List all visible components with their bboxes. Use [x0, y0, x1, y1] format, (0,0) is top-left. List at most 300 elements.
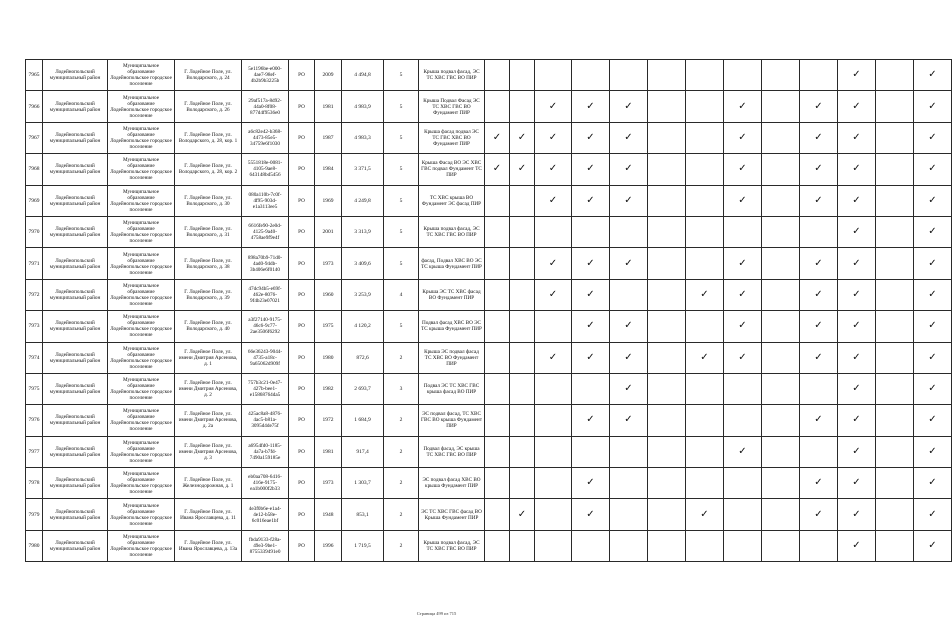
work-check-cell	[724, 91, 762, 122]
work-check-cell	[686, 405, 724, 436]
district-cell: Лодейнопольский муниципальный район	[43, 154, 108, 185]
check-mark-icon: ✓	[738, 288, 747, 300]
work-check-cell	[914, 342, 952, 373]
work-check-cell	[572, 373, 610, 404]
work-check-cell	[762, 530, 800, 561]
work-check-cell	[510, 530, 535, 561]
work-check-cell	[510, 279, 535, 310]
work-check-cell	[648, 311, 686, 342]
work-check-cell	[485, 373, 510, 404]
check-mark-icon: ✓	[852, 226, 861, 238]
work-check-cell	[648, 436, 686, 467]
work-check-cell	[648, 216, 686, 247]
table-row	[26, 468, 952, 499]
check-mark-icon: ✓	[517, 163, 527, 175]
area-cell: 4 249,8	[342, 185, 384, 216]
row-number: 7976	[26, 405, 43, 436]
works-cell: ЭС ТС ХВС ГВС фасад ВО Крыша Фундамент ПИР	[419, 499, 485, 530]
row-number: 7968	[26, 154, 43, 185]
district-cell: Лодейнопольский муниципальный район	[43, 436, 108, 467]
municipality-cell: Муниципальное образование Лодейнопольское городское поселение	[108, 185, 175, 216]
house-code-cell: a3f27140-9175-46c6-9c77-2ae3506f6292	[242, 311, 289, 342]
work-check-cell	[686, 248, 724, 279]
check-mark-icon: ✓	[492, 131, 502, 143]
work-check-cell	[800, 279, 838, 310]
work-check-cell	[724, 530, 762, 561]
work-check-cell	[876, 60, 914, 91]
area-cell: 4 983,9	[342, 91, 384, 122]
work-check-cell	[510, 499, 535, 530]
work-check-cell	[510, 373, 535, 404]
check-mark-icon: ✓	[738, 257, 747, 269]
work-check-cell	[762, 60, 800, 91]
work-check-cell	[572, 468, 610, 499]
floors-cell: 5	[384, 185, 419, 216]
work-check-cell	[800, 499, 838, 530]
check-mark-icon: ✓	[548, 288, 558, 300]
check-mark-icon: ✓	[586, 257, 595, 269]
works-cell: фасад, Подвал ХВС ВО ЭС ТС крыша Фундамент ПИР	[419, 248, 485, 279]
work-check-cell	[485, 530, 510, 561]
year-cell: 1981	[315, 91, 342, 122]
district-cell: Лодейнопольский муниципальный район	[43, 91, 108, 122]
work-check-cell	[762, 91, 800, 122]
work-check-cell	[610, 342, 648, 373]
year-cell: 2001	[315, 216, 342, 247]
work-check-cell	[800, 154, 838, 185]
municipality-cell: Муниципальное образование Лодейнопольское городское поселение	[108, 216, 175, 247]
floors-cell: 5	[384, 60, 419, 91]
work-check-cell	[838, 499, 876, 530]
house-code-cell: 29af517a-8d92-44a0-8f08-877d4f9536e0	[242, 91, 289, 122]
work-check-cell	[762, 248, 800, 279]
type-cell: РО	[289, 279, 315, 310]
district-cell: Лодейнопольский муниципальный район	[43, 499, 108, 530]
floors-cell: 5	[384, 91, 419, 122]
work-check-cell	[838, 342, 876, 373]
type-cell: РО	[289, 216, 315, 247]
year-cell: 1948	[315, 499, 342, 530]
work-check-cell	[535, 279, 572, 310]
check-mark-icon: ✓	[928, 508, 937, 520]
work-check-cell	[535, 154, 572, 185]
check-mark-icon: ✓	[738, 163, 747, 175]
municipality-cell: Муниципальное образование Лодейнопольское городское поселение	[108, 373, 175, 404]
works-cell: Крыша фасад подвал ЭС ТС ГВС ХВС ВО Фундамент ПИР	[419, 122, 485, 153]
work-check-cell	[724, 185, 762, 216]
work-check-cell	[800, 60, 838, 91]
work-check-cell	[648, 279, 686, 310]
work-check-cell	[510, 311, 535, 342]
work-check-cell	[572, 185, 610, 216]
works-cell: Крыша Фасад ВО ЭС ХВС ГВС подвал Фундамент ТС ПИР	[419, 154, 485, 185]
row-number: 7967	[26, 122, 43, 153]
work-check-cell	[485, 91, 510, 122]
work-check-cell	[762, 499, 800, 530]
address-cell: Г. Лодейное Поле, ул. Володарского, д. 28, кор. 1	[175, 122, 242, 153]
check-mark-icon: ✓	[814, 194, 823, 206]
works-cell: ТС ХВС крыша ВО Фундамент ЭС фасад ПИР	[419, 185, 485, 216]
check-mark-icon: ✓	[548, 100, 558, 112]
work-check-cell	[914, 185, 952, 216]
work-check-cell	[686, 185, 724, 216]
work-check-cell	[724, 342, 762, 373]
work-check-cell	[610, 311, 648, 342]
row-number: 7970	[26, 216, 43, 247]
check-mark-icon: ✓	[738, 100, 747, 112]
work-check-cell	[610, 91, 648, 122]
work-check-cell	[724, 373, 762, 404]
municipality-cell: Муниципальное образование Лодейнопольское городское поселение	[108, 405, 175, 436]
works-cell: Крыша ЭС ТС ХВС фасад ВО Фундамент ПИР	[419, 279, 485, 310]
work-check-cell	[838, 216, 876, 247]
row-number: 7978	[26, 468, 43, 499]
work-check-cell	[510, 154, 535, 185]
area-cell: 3 409,6	[342, 248, 384, 279]
area-cell: 3 253,9	[342, 279, 384, 310]
work-check-cell	[724, 154, 762, 185]
work-check-cell	[724, 405, 762, 436]
work-check-cell	[535, 91, 572, 122]
table-row	[26, 279, 952, 310]
check-mark-icon: ✓	[738, 194, 747, 206]
check-mark-icon: ✓	[586, 194, 595, 206]
work-check-cell	[510, 216, 535, 247]
check-mark-icon: ✓	[624, 257, 633, 269]
address-cell: Г. Лодейное Поле, ул. Володарского, д. 38	[175, 248, 242, 279]
work-check-cell	[648, 499, 686, 530]
work-check-cell	[648, 122, 686, 153]
row-number: 7975	[26, 373, 43, 404]
row-number: 7980	[26, 530, 43, 561]
work-check-cell	[800, 342, 838, 373]
check-mark-icon: ✓	[586, 100, 595, 112]
check-mark-icon: ✓	[852, 477, 861, 489]
row-number: 7965	[26, 60, 43, 91]
municipality-cell: Муниципальное образование Лодейнопольское городское поселение	[108, 154, 175, 185]
check-mark-icon: ✓	[586, 288, 595, 300]
check-mark-icon: ✓	[928, 69, 937, 81]
work-check-cell	[724, 436, 762, 467]
row-number: 7977	[26, 436, 43, 467]
work-check-cell	[610, 530, 648, 561]
check-mark-icon: ✓	[928, 100, 937, 112]
area-cell: 4 983,3	[342, 122, 384, 153]
area-cell: 917,4	[342, 436, 384, 467]
work-check-cell	[762, 405, 800, 436]
work-check-cell	[686, 468, 724, 499]
work-check-cell	[762, 311, 800, 342]
municipality-cell: Муниципальное образование Лодейнопольское городское поселение	[108, 342, 175, 373]
work-check-cell	[838, 60, 876, 91]
work-check-cell	[572, 436, 610, 467]
row-number: 7973	[26, 311, 43, 342]
works-cell: Крыша подвал фасад, ЭС ТС ХВС ГВС ВО ПИР	[419, 60, 485, 91]
check-mark-icon: ✓	[928, 383, 937, 395]
work-check-cell	[686, 436, 724, 467]
work-check-cell	[762, 216, 800, 247]
work-check-cell	[510, 60, 535, 91]
work-check-cell	[686, 154, 724, 185]
check-mark-icon: ✓	[624, 100, 633, 112]
work-check-cell	[572, 91, 610, 122]
check-mark-icon: ✓	[548, 163, 558, 175]
check-mark-icon: ✓	[548, 131, 558, 143]
work-check-cell	[724, 279, 762, 310]
work-check-cell	[914, 248, 952, 279]
work-check-cell	[535, 373, 572, 404]
work-check-cell	[572, 530, 610, 561]
work-check-cell	[762, 373, 800, 404]
work-check-cell	[838, 279, 876, 310]
house-code-cell: fbda9133-f28a-49e3-9be1-8755339491e0	[242, 530, 289, 561]
type-cell: РО	[289, 122, 315, 153]
work-check-cell	[914, 405, 952, 436]
work-check-cell	[610, 248, 648, 279]
work-check-cell	[914, 91, 952, 122]
table-row	[26, 122, 952, 153]
work-check-cell	[572, 279, 610, 310]
check-mark-icon: ✓	[548, 257, 558, 269]
house-code-cell: 47dc94b5-e69f-462e-8076-9f4b23e07021	[242, 279, 289, 310]
district-cell: Лодейнопольский муниципальный район	[43, 405, 108, 436]
work-check-cell	[572, 122, 610, 153]
table-row	[26, 530, 952, 561]
work-check-cell	[648, 342, 686, 373]
check-mark-icon: ✓	[852, 100, 861, 112]
check-mark-icon: ✓	[928, 414, 937, 426]
work-check-cell	[914, 436, 952, 467]
year-cell: 1960	[315, 279, 342, 310]
check-mark-icon: ✓	[586, 351, 595, 363]
work-check-cell	[485, 436, 510, 467]
row-number: 7972	[26, 279, 43, 310]
check-mark-icon: ✓	[928, 226, 937, 238]
type-cell: РО	[289, 530, 315, 561]
check-mark-icon: ✓	[852, 163, 861, 175]
work-check-cell	[686, 216, 724, 247]
work-check-cell	[914, 530, 952, 561]
work-check-cell	[535, 216, 572, 247]
work-check-cell	[876, 468, 914, 499]
work-check-cell	[686, 122, 724, 153]
floors-cell: 5	[384, 248, 419, 279]
area-cell: 3 371,5	[342, 154, 384, 185]
area-cell: 4 494,8	[342, 60, 384, 91]
district-cell: Лодейнопольский муниципальный район	[43, 279, 108, 310]
work-check-cell	[485, 342, 510, 373]
work-check-cell	[838, 91, 876, 122]
work-check-cell	[838, 436, 876, 467]
municipality-cell: Муниципальное образование Лодейнопольское городское поселение	[108, 60, 175, 91]
check-mark-icon: ✓	[548, 351, 558, 363]
row-number: 7979	[26, 499, 43, 530]
work-check-cell	[485, 468, 510, 499]
area-cell: 4 120,2	[342, 311, 384, 342]
address-cell: Г. Лодейное Поле, ул. Володарского, д. 39	[175, 279, 242, 310]
floors-cell: 2	[384, 530, 419, 561]
work-check-cell	[485, 154, 510, 185]
check-mark-icon: ✓	[852, 131, 861, 143]
work-check-cell	[535, 436, 572, 467]
table-row	[26, 91, 952, 122]
work-check-cell	[876, 436, 914, 467]
check-mark-icon: ✓	[852, 351, 861, 363]
registry-table-body	[26, 60, 952, 562]
table-row	[26, 499, 952, 530]
table-row	[26, 248, 952, 279]
work-check-cell	[610, 122, 648, 153]
table-row	[26, 60, 952, 91]
check-mark-icon: ✓	[548, 194, 558, 206]
work-check-cell	[876, 311, 914, 342]
table-row	[26, 154, 952, 185]
check-mark-icon: ✓	[814, 131, 823, 143]
area-cell: 1 684,9	[342, 405, 384, 436]
check-mark-icon: ✓	[738, 320, 747, 332]
floors-cell: 3	[384, 373, 419, 404]
check-mark-icon: ✓	[928, 320, 937, 332]
municipality-cell: Муниципальное образование Лодейнопольское городское поселение	[108, 530, 175, 561]
type-cell: РО	[289, 91, 315, 122]
work-check-cell	[800, 530, 838, 561]
work-check-cell	[610, 279, 648, 310]
municipality-cell: Муниципальное образование Лодейнопольское городское поселение	[108, 436, 175, 467]
work-check-cell	[686, 342, 724, 373]
work-check-cell	[686, 60, 724, 91]
work-check-cell	[535, 468, 572, 499]
work-check-cell	[686, 530, 724, 561]
type-cell: РО	[289, 405, 315, 436]
check-mark-icon: ✓	[624, 351, 633, 363]
check-mark-icon: ✓	[928, 194, 937, 206]
house-code-cell: 6616fe90-2e0d-4125-9a40-4758ae9f9e4f	[242, 216, 289, 247]
house-code-cell: 5e1196be-e000-4ae7-98ef-4b2b9b3225b	[242, 60, 289, 91]
work-check-cell	[686, 91, 724, 122]
address-cell: Г. Лодейное Поле, ул. Володарского, д. 24	[175, 60, 242, 91]
type-cell: РО	[289, 342, 315, 373]
address-cell: Г. Лодейное Поле, ул. Ивана Ярославцева, д. 11	[175, 499, 242, 530]
work-check-cell	[914, 468, 952, 499]
municipality-cell: Муниципальное образование Лодейнопольское городское поселение	[108, 122, 175, 153]
house-code-cell: 080a110b-7c0f-4f95-903d-e1a3113ee5	[242, 185, 289, 216]
address-cell: Г. Лодейное Поле, ул. Володарского, д. 40	[175, 311, 242, 342]
house-code-cell: 757b3c21-0e47-427b-bee1-e15868764da5	[242, 373, 289, 404]
check-mark-icon: ✓	[852, 508, 861, 520]
table-row	[26, 185, 952, 216]
work-check-cell	[724, 248, 762, 279]
works-cell: Подвал ЭС ТС ХВС ГВС крыша фасад ВО ПИР	[419, 373, 485, 404]
work-check-cell	[724, 216, 762, 247]
address-cell: Г. Лодейное Поле, ул. Железнодорожная, д. 1	[175, 468, 242, 499]
work-check-cell	[838, 311, 876, 342]
work-check-cell	[485, 499, 510, 530]
check-mark-icon: ✓	[928, 477, 937, 489]
work-check-cell	[535, 405, 572, 436]
table-row	[26, 216, 952, 247]
type-cell: РО	[289, 499, 315, 530]
check-mark-icon: ✓	[814, 100, 823, 112]
check-mark-icon: ✓	[492, 163, 502, 175]
area-cell: 2 693,7	[342, 373, 384, 404]
municipality-cell: Муниципальное образование Лодейнопольское городское поселение	[108, 468, 175, 499]
area-cell: 1 719,5	[342, 530, 384, 561]
work-check-cell	[686, 279, 724, 310]
house-code-cell: 4e3f0b6e-e1a4-4e12-b58e-6c016eae1bf	[242, 499, 289, 530]
works-cell: Крыша подвал фасад, ЭС ТС ХВС ГВС ВО ПИР	[419, 530, 485, 561]
work-check-cell	[572, 60, 610, 91]
municipality-cell: Муниципальное образование Лодейнопольское городское поселение	[108, 248, 175, 279]
check-mark-icon: ✓	[738, 445, 747, 457]
work-check-cell	[572, 154, 610, 185]
work-check-cell	[876, 122, 914, 153]
work-check-cell	[510, 436, 535, 467]
check-mark-icon: ✓	[852, 257, 861, 269]
table-row	[26, 311, 952, 342]
floors-cell: 2	[384, 499, 419, 530]
work-check-cell	[838, 373, 876, 404]
work-check-cell	[800, 216, 838, 247]
work-check-cell	[648, 530, 686, 561]
type-cell: РО	[289, 60, 315, 91]
work-check-cell	[485, 248, 510, 279]
floors-cell: 5	[384, 311, 419, 342]
floors-cell: 2	[384, 468, 419, 499]
check-mark-icon: ✓	[814, 508, 823, 520]
municipality-cell: Муниципальное образование Лодейнопольское городское поселение	[108, 91, 175, 122]
works-cell: ЭС подвал фасад ХВС ВО крыша Фундамент ПИР	[419, 468, 485, 499]
check-mark-icon: ✓	[928, 540, 937, 552]
work-check-cell	[876, 216, 914, 247]
work-check-cell	[485, 60, 510, 91]
house-code-cell: 425ac8a8-4876-4ac5-b81a-3095d4de75f	[242, 405, 289, 436]
work-check-cell	[838, 185, 876, 216]
floors-cell: 5	[384, 122, 419, 153]
work-check-cell	[876, 405, 914, 436]
work-check-cell	[510, 468, 535, 499]
floors-cell: 4	[384, 279, 419, 310]
check-mark-icon: ✓	[928, 163, 937, 175]
check-mark-icon: ✓	[852, 540, 861, 552]
page-footer: Страница 499 из 715	[416, 611, 457, 616]
work-check-cell	[724, 122, 762, 153]
type-cell: РО	[289, 468, 315, 499]
work-check-cell	[762, 342, 800, 373]
row-number: 7966	[26, 91, 43, 122]
check-mark-icon: ✓	[700, 351, 709, 363]
check-mark-icon: ✓	[928, 288, 937, 300]
work-check-cell	[510, 185, 535, 216]
district-cell: Лодейнопольский муниципальный район	[43, 530, 108, 561]
year-cell: 1969	[315, 185, 342, 216]
work-check-cell	[510, 405, 535, 436]
check-mark-icon: ✓	[928, 351, 937, 363]
work-check-cell	[535, 185, 572, 216]
works-cell: Крыша подвал фасад, ЭС ТС ХВС ГВС ВО ПИР	[419, 216, 485, 247]
address-cell: Г. Лодейное Поле, ул. Володарского, д. 26	[175, 91, 242, 122]
work-check-cell	[485, 279, 510, 310]
work-check-cell	[610, 60, 648, 91]
type-cell: РО	[289, 185, 315, 216]
work-check-cell	[510, 342, 535, 373]
address-cell: Г. Лодейное Поле, ул. Володарского, д. 30	[175, 185, 242, 216]
work-check-cell	[572, 342, 610, 373]
check-mark-icon: ✓	[928, 131, 937, 143]
check-mark-icon: ✓	[517, 508, 527, 520]
work-check-cell	[762, 436, 800, 467]
district-cell: Лодейнопольский муниципальный район	[43, 468, 108, 499]
year-cell: 1973	[315, 468, 342, 499]
